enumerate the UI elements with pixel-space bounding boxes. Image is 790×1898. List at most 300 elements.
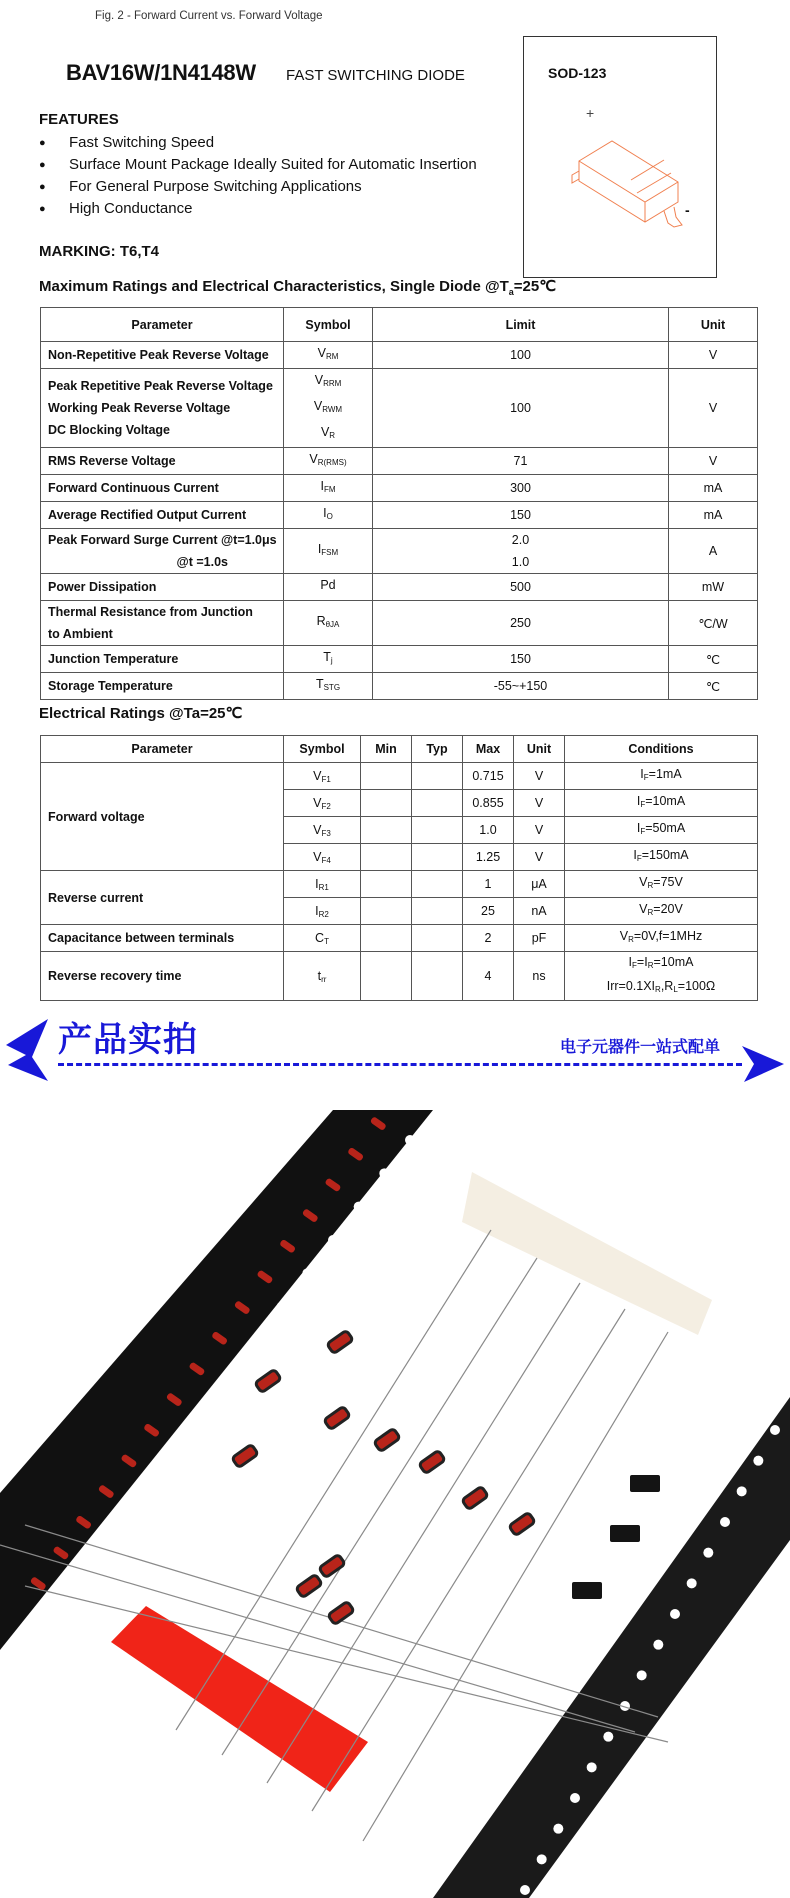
unit-cell: μA [514,871,565,898]
max-cell: 0.855 [463,790,514,817]
table-row [41,871,758,898]
symbol-base: I [320,479,324,493]
max-cell: 4 [463,952,514,1001]
figure-caption: Fig. 2 - Forward Current vs. Forward Voltage [95,10,323,22]
symbol-base: V [317,346,326,360]
symbol-sub: θJA [325,620,340,629]
parameter-cell [41,448,284,475]
symbol [284,502,372,528]
limit-cell [373,646,669,673]
symbol-base: R [316,614,326,628]
diode-lead [0,1545,635,1732]
package-box [523,36,717,278]
min-cell [361,925,412,952]
symbol-base: =75V [653,875,683,889]
unit-cell: V [669,342,758,369]
symbol-sub: R(RMS) [317,458,347,467]
left-arrow-icon [4,1017,50,1085]
min-cell [361,817,412,844]
symbol-cell [284,574,373,601]
table-row [41,601,758,646]
unit-cell: V [669,369,758,448]
parameter-text: RMS Reverse Voltage [48,454,176,468]
glass-diode [324,1406,351,1430]
symbol-sub: F1 [321,774,331,784]
limit-value: 100 [510,348,531,362]
symbol-sub: rr [321,974,327,984]
limit-cell [373,601,669,646]
symbol-sub: j [330,656,333,665]
condition-line [565,818,757,842]
unit-cell: ns [514,952,565,1001]
symbol-cell [284,898,361,925]
right-arrow-icon [740,1044,786,1084]
tape-hole [753,1456,763,1466]
unit-cell: V [514,817,565,844]
symbol-base: I [323,506,327,520]
banner-dashed-line [58,1063,742,1066]
symbol [284,673,372,699]
bullet-icon: ● [39,203,46,215]
header-parameter: Parameter [41,308,284,342]
symbol-sub: F [636,854,642,863]
condition-line [565,899,757,923]
parameter-cell [41,673,284,700]
conditions-cell [565,844,758,871]
max-cell: 1 [463,871,514,898]
product-photo [0,1100,790,1898]
min-cell [361,790,412,817]
bullet-icon: ● [39,137,46,149]
unit-cell: V [669,448,758,475]
smd-diode [572,1582,602,1599]
table-row [41,502,758,529]
table-row [41,763,758,790]
parameter-text: Power Dissipation [48,580,157,594]
limit-value: 250 [510,616,531,630]
feature-item [39,176,477,198]
symbol [284,646,372,672]
condition-line [565,926,757,950]
part-description: FAST SWITCHING DIODE [286,67,465,84]
limit-value: 150 [510,652,531,666]
parameter-text: to Ambient [48,627,113,641]
limit-value: 100 [510,401,531,415]
tape-hole [97,1535,107,1545]
limit-cell [373,502,669,529]
glass-diode [327,1330,354,1354]
symbol-cell [284,673,373,700]
symbol-cell [284,342,373,369]
limit-cell [373,529,669,574]
limit-value: -55~+150 [493,679,548,693]
symbol-sub: O [326,512,333,521]
right-component-tape [433,1397,790,1898]
glass-diode [419,1450,446,1474]
header-max: Max [463,736,514,763]
symbol-base: t [317,968,322,983]
typ-cell [412,952,463,1001]
symbol-sub: R [655,985,661,994]
parameter-text: Thermal Resistance from Junction [48,605,253,619]
title-text: Maximum Ratings and Electrical Characteristics, Single Diode @T [39,278,509,295]
banner-tagline: 电子元器件一站式配单 [560,1039,721,1056]
feature-item [39,154,477,176]
symbol-sub: R [647,881,654,890]
diode-lead [267,1283,580,1783]
glass-diode [232,1444,259,1468]
symbol-base: =50mA [645,821,686,835]
min-cell [361,871,412,898]
limit-value: 150 [510,508,531,522]
symbol-cell [284,925,361,952]
parameter-text: DC Blocking Voltage [48,423,171,437]
symbol-base: V [313,399,323,413]
max-ratings-table [40,307,758,700]
tape-hole [770,1425,780,1435]
symbol-cell [284,790,361,817]
max-cell: 2 [463,925,514,952]
symbol-base: V [639,902,648,916]
condition-line [565,976,757,1000]
tape-hole [570,1793,580,1803]
condition-line [565,952,757,976]
unit-cell: V [514,763,565,790]
diode-lead [222,1258,537,1755]
parameter-cell [41,342,284,369]
glass-diode [296,1574,323,1598]
header-unit: Unit [669,308,758,342]
unit-cell: nA [514,898,565,925]
bullet-icon: ● [39,181,46,193]
parameter-cell [41,502,284,529]
symbol-sub: RWM [322,405,343,414]
tape-hole [687,1578,697,1588]
parameter-cell: Reverse recovery time [41,952,284,1001]
marking-label: MARKING: T6,T4 [39,243,159,260]
min-cell [361,763,412,790]
max-ratings-title [39,277,556,297]
bullet-icon: ● [39,159,46,171]
parameter-text: Storage Temperature [48,679,173,693]
conditions-cell [565,790,758,817]
symbol-base: =I [636,955,648,969]
symbol-base: V [639,875,648,889]
symbol-cell [284,871,361,898]
unit-cell: ℃ [669,673,758,700]
symbol-base: =0V,f=1MHz [633,929,703,943]
table-row [41,925,758,952]
limit-cell [373,574,669,601]
parameter-cell [41,601,284,646]
symbol-base: V [320,425,330,439]
symbol-sub: R1 [318,882,329,892]
table-row [41,342,758,369]
tape-hole [587,1762,597,1772]
table-row [41,952,758,1001]
tape-hole [379,1168,389,1178]
parameter-cell [41,369,284,448]
symbol-base: I [640,767,644,781]
parameter-text: Average Rectified Output Current [48,508,247,522]
symbol-base: V [313,768,322,783]
symbol-sub: R [628,935,634,944]
tape-hole [653,1640,663,1650]
paper-label [462,1172,712,1335]
unit-cell: ℃ [669,646,758,673]
unit-cell: V [514,844,565,871]
symbol-cell [284,502,373,529]
symbol-sub: T [324,936,329,946]
symbol-base: I [633,848,637,862]
red-tape [111,1606,368,1792]
tape-hole [520,1885,530,1895]
max-cell: 25 [463,898,514,925]
symbol-sub: RM [325,352,339,361]
parameter-cell [41,574,284,601]
header-min: Min [361,736,412,763]
feature-text: Surface Mount Package Ideally Suited for Automatic Insertion [69,156,477,173]
header-typ: Typ [412,736,463,763]
symbol [284,538,372,564]
symbol-sub: F [632,961,637,970]
part-number: BAV16W/1N4148W [66,60,256,85]
limit-value: 300 [510,481,531,495]
tape-hole [46,1602,56,1612]
table-row [41,529,758,574]
limit-cell [373,673,669,700]
parameter-cell: Capacitance between terminals [41,925,284,952]
condition-line [565,872,757,896]
condition-line [565,764,757,788]
table-row [41,673,758,700]
parameter-text: Forward Continuous Current [48,481,219,495]
glass-diode [374,1428,401,1452]
tape-hole [603,1732,613,1742]
table-row [41,646,758,673]
symbol-base: ,R [660,979,674,993]
tape-hole [123,1502,133,1512]
feature-text: For General Purpose Switching Applications [69,178,362,195]
feature-text: Fast Switching Speed [69,134,215,151]
symbol-sub: F [640,800,646,809]
unit-cell: mW [669,574,758,601]
symbol-base: V [314,373,324,387]
min-cell [361,952,412,1001]
conditions-cell [565,898,758,925]
glass-diode [509,1512,536,1536]
tape-hole [20,1635,30,1645]
max-cell: 0.715 [463,763,514,790]
parameter-cell [41,529,284,574]
feature-item [39,198,477,220]
parameter-text: Peak Forward Surge Current @t=1.0μs [48,533,277,547]
tape-hole [737,1486,747,1496]
tape-hole [703,1548,713,1558]
smd-diode [610,1525,640,1542]
symbol [284,574,372,600]
limit-value: 500 [510,580,531,594]
symbol-cell [284,448,373,475]
symbol-base: T [323,650,331,664]
symbol-sub: R [647,961,654,970]
symbol-sub: F2 [321,801,331,811]
tape-hole [720,1517,730,1527]
title-sub: a [508,287,514,297]
symbol-base: V [313,822,322,837]
symbol-base: =10mA [653,955,694,969]
parameter-text: Peak Repetitive Peak Reverse Voltage [48,379,273,393]
symbol-cell [284,817,361,844]
symbol-base: I [636,794,641,808]
header-conditions: Conditions [565,736,758,763]
symbol-cell [284,952,361,1001]
min-cell [361,844,412,871]
header-symbol: Symbol [284,308,373,342]
symbol-base: =1mA [648,767,682,781]
tape-hole [277,1302,287,1312]
symbol [284,395,372,421]
symbol-base: C [315,930,325,945]
symbol-sub: STG [323,683,341,692]
tape-hole [71,1568,81,1578]
symbol-sub: R [647,908,654,917]
symbol-base: =100Ω [677,979,716,993]
symbol-cell [284,646,373,673]
tape-hole [302,1268,312,1278]
table-row [41,574,758,601]
symbol-sub: F3 [321,828,331,838]
smd-diode [630,1475,660,1492]
typ-cell [412,844,463,871]
tape-hole [200,1402,210,1412]
symbol-cell [284,763,361,790]
feature-text: High Conductance [69,200,193,217]
symbol-base: I [315,903,319,918]
parameter-text: Working Peak Reverse Voltage [48,401,231,415]
typ-cell [412,871,463,898]
symbol-base: I [317,542,322,556]
symbol-sub: FSM [321,548,339,557]
unit-cell: A [669,529,758,574]
tape-hole [354,1202,364,1212]
symbol-base: =10mA [645,794,686,808]
typ-cell [412,817,463,844]
typ-cell [412,925,463,952]
anode-plus: + [586,105,595,121]
tape-hole [537,1854,547,1864]
parameter-cell [41,646,284,673]
symbol-sub: R [329,431,336,440]
symbol-base: Pd [320,578,336,592]
min-cell [361,898,412,925]
tape-hole [225,1368,235,1378]
max-cell: 1.25 [463,844,514,871]
conditions-cell [565,871,758,898]
table-row [41,369,758,448]
unit-cell: ℃/W [669,601,758,646]
symbol-sub: F4 [321,855,331,865]
tape-hole [148,1468,158,1478]
glass-diode [319,1554,346,1578]
symbol-base: I [628,955,633,969]
condition-line [565,845,757,869]
symbol-base: V [309,452,318,466]
glass-diode [328,1601,355,1625]
symbol-cell [284,601,373,646]
tape-hole [670,1609,680,1619]
symbol-sub: F [643,773,649,782]
unit-cell: pF [514,925,565,952]
conditions-cell [565,952,758,1001]
symbol-cell [284,475,373,502]
symbol-base: V [619,929,629,943]
tape-hole [553,1824,563,1834]
limit-cell [373,369,669,448]
symbol [284,610,372,636]
symbol [284,475,372,501]
electrical-ratings-title: Electrical Ratings @Ta=25℃ [39,705,243,722]
tape-hole [405,1135,415,1145]
header-symbol: Symbol [284,736,361,763]
header-unit: Unit [514,736,565,763]
symbol-base: T [315,677,324,691]
parameter-text: @t =1.0s [176,555,228,569]
symbol-cell [284,844,361,871]
typ-cell [412,763,463,790]
tape-hole [637,1670,647,1680]
symbol-cell [284,529,373,574]
parameter-text: Junction Temperature [48,652,179,666]
table-row [41,475,758,502]
symbol-base: I [315,876,319,891]
typ-cell [412,790,463,817]
symbol [284,369,372,395]
tape-hole [328,1235,338,1245]
features-heading: FEATURES [39,111,119,128]
parameter-text: Non-Repetitive Peak Reverse Voltage [48,348,269,362]
symbol-sub: F [640,827,646,836]
electrical-ratings-table [40,735,758,1001]
conditions-cell [565,925,758,952]
limit-value: 2.0 [511,533,530,547]
max-cell: 1.0 [463,817,514,844]
symbol-sub: L [673,985,678,994]
limit-cell [373,475,669,502]
tape-hole [174,1435,184,1445]
symbol [284,421,372,447]
unit-cell: mA [669,475,758,502]
left-component-tape [0,1110,433,1650]
cathode-minus: - [685,202,690,218]
header-parameter: Parameter [41,736,284,763]
parameter-cell: Forward voltage [41,763,284,871]
unit-cell: mA [669,502,758,529]
sod123-package-drawing [564,127,704,267]
glass-diode [462,1486,489,1510]
parameter-cell: Reverse current [41,871,284,925]
symbol-base: I [636,821,641,835]
symbol-sub: FM [323,485,336,494]
banner-title: 产品实拍 [58,1021,198,1059]
feature-item [39,132,477,154]
symbol-cell [284,369,373,448]
limit-value: 1.0 [511,555,530,569]
limit-cell [373,448,669,475]
symbol-sub: R2 [318,909,329,919]
symbol [284,342,372,368]
unit-cell: V [514,790,565,817]
